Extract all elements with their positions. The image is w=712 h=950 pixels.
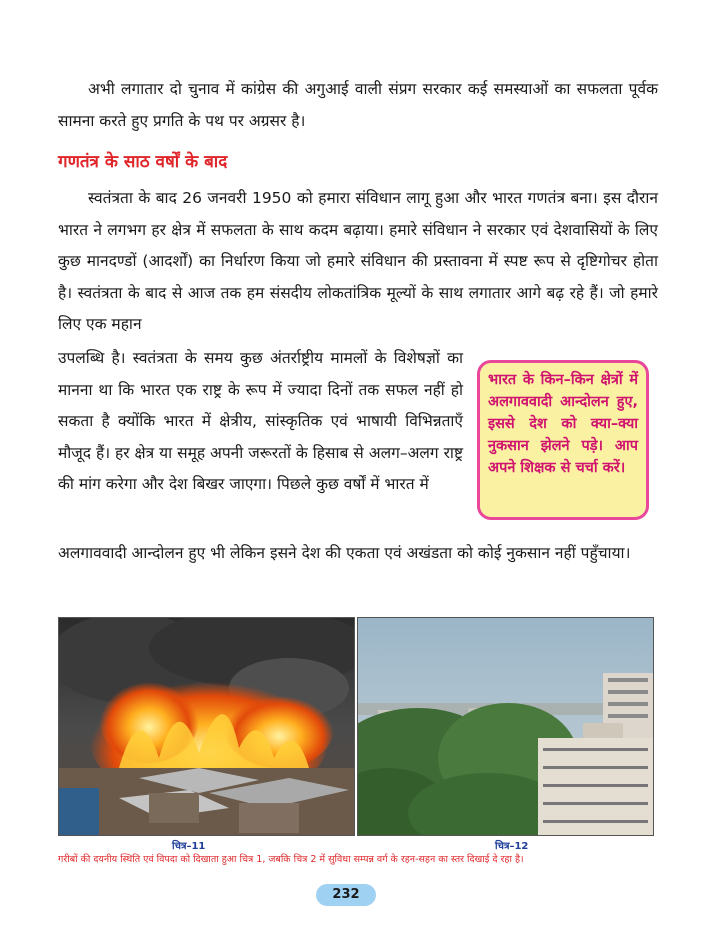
intro-paragraph: अभी लगातार दो चुनाव में कांग्रेस की अगुआई वाली संप्रग सरकार कई समस्याओं का सफलता पूर्वक सामना करते हुए प्रगति के पथ पर अग्रसर है।: [58, 80, 658, 130]
body-paragraph-2: उपलब्धि है। स्वतंत्रता के समय कुछ अंतर्राष्ट्रीय मामलों के विशेषज्ञों का मानना था कि भारत एक राष्ट्र के रूप में ज्यादा दिनों तक सफल नहीं हो सकता है क्योंकि भारत में क्षेत्रीय, सांस्कृतिक एवं भाषायी विभिन्नताएँ मौजूद हैं। हर क्षेत्र या समूह अपनी जरूरतों के हिसाब से अलग–अलग राष्ट्र की मांग करेगा और देश बिखर जाएगा। पिछले कुछ वर्षों में भारत में: [58, 349, 463, 494]
body-paragraph-1: स्वतंत्रता के बाद 26 जनवरी 1950 को हमारा संविधान लागू हुआ और भारत गणतंत्र बना। इस दौरान भारत ने लगभग हर क्षेत्र में सफलता के साथ कदम बढ़ाया। हमारे संविधान ने सरकार एवं देशवासियों के लिए कुछ मानदण्डों (आदर्शों) का निर्धारण किया जो हमारे संविधान की प्रस्तावना में स्पष्ट रूप से दृष्टिगोचर होता है। स्वतंत्रता के बाद से आज तक हम संसदीय लोकतांत्रिक मूल्यों के साथ लगातार आगे बढ़ रहे हैं। जो हमारे लिए एक महान: [58, 189, 658, 334]
figure-note: गरीबों की दयनीय स्थिति एवं विपदा को दिखाता हुआ चित्र 1, जबकि चित्र 2 में सुविधा सम्पन्न वर्ग के रहन-सहन का स्तर दिखाई दे रहा है।: [58, 854, 524, 865]
body-paragraph-3: अलगाववादी आन्दोलन हुए भी लेकिन इसने देश की एकता एवं अखंडता को कोई नुकसान नहीं पहुँचाया।: [58, 544, 631, 562]
figure-12-caption: चित्र–12: [495, 841, 529, 852]
figure-11-image: [58, 617, 355, 836]
figure-12-image: [357, 617, 654, 836]
activity-box: भारत के किन–किन क्षेत्रों में अलगाववादी आन्दोलन हुए, इससे देश को क्या–क्या नुकसान झेलने पड़े। आप अपने शिक्षक से चर्चा करें।: [477, 360, 649, 520]
section-heading: गणतंत्र के साठ वर्षों के बाद: [58, 152, 228, 172]
figure-11-caption: चित्र–11: [172, 841, 206, 852]
page-number: 232: [316, 884, 376, 906]
